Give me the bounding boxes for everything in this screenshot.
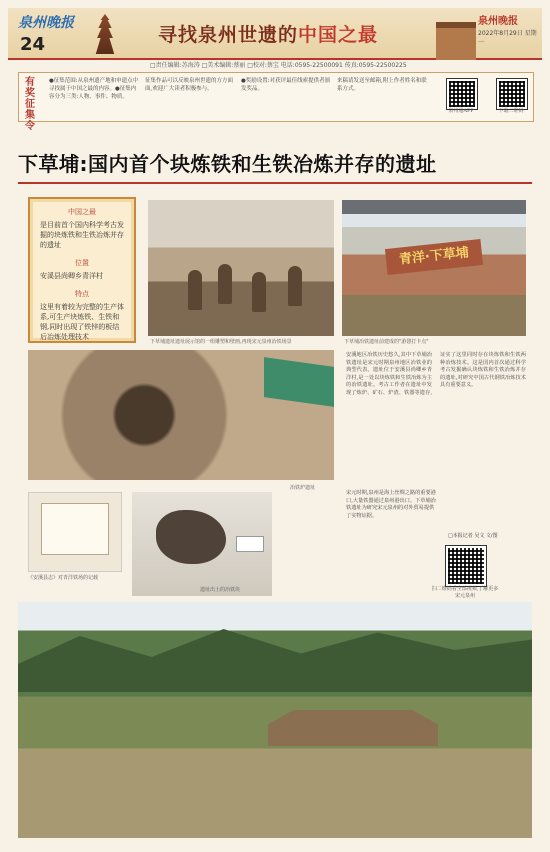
card-heading-2: 位置 bbox=[75, 259, 89, 267]
forest-hill bbox=[18, 622, 532, 692]
info-box bbox=[18, 72, 534, 132]
qr-code-2[interactable] bbox=[497, 79, 527, 109]
qr-code-3[interactable] bbox=[446, 546, 486, 586]
section-title bbox=[158, 20, 378, 47]
photo-3-caption: 冶铁炉遗址 bbox=[290, 485, 316, 491]
article-headline: 下草埔:国内首个块炼铁和生铁冶炼并存的遗址 bbox=[18, 152, 437, 176]
date-line: 2022年8月29日 星期一 bbox=[478, 30, 537, 46]
display-label bbox=[236, 536, 264, 552]
site-shelter bbox=[268, 710, 438, 746]
photo-book bbox=[28, 492, 122, 572]
iron-lump bbox=[156, 510, 226, 564]
qr-caption-2: 下载二维码 bbox=[498, 108, 524, 114]
book-page bbox=[41, 503, 109, 555]
info-col-1: ●征集范围:从泉州遗产地和申遗点中寻找属于中国之最的内容。●征集内容分为三类:人物、事件、物质。 bbox=[49, 78, 139, 100]
pagoda-icon bbox=[94, 14, 116, 54]
photo-sculpture-scene bbox=[148, 200, 334, 336]
sculpture-figure bbox=[288, 266, 302, 306]
photo-furnace bbox=[28, 350, 334, 480]
photo-2-caption: 下草埔冶铁遗址前建成的"游憩打卡点" bbox=[344, 339, 429, 345]
qr-code-1[interactable] bbox=[447, 79, 477, 109]
brand-logo: 泉州晚报 bbox=[18, 15, 74, 31]
tarp bbox=[264, 357, 334, 407]
qr-caption-1: 泉州通APP bbox=[448, 108, 474, 114]
editor-info: □责任编辑:苏海涛 □美术编辑:蔡丽 □校对:蔡宝 电话:0595-22500091 传真:0595-22500225 bbox=[150, 62, 407, 69]
card-text-2: 安溪县尚卿乡青洋村 bbox=[40, 272, 103, 280]
info-col-3: ●奖励设置:对获评最佳线索提供者颁发奖品。 bbox=[241, 78, 331, 92]
qr-caption-3: 扫二维码看全部视频,了解更多宋元泉州 bbox=[431, 586, 499, 599]
article-body-2: 宋元时期,泉州是海上丝绸之路的重要港口,大量铁器通过泉州港出口。下草埔冶铁遗址为研究宋元泉州的对外贸易提供了实物证据。 bbox=[346, 490, 436, 519]
paper-name: 泉州晚报 bbox=[478, 16, 518, 27]
page-number: 24 bbox=[20, 34, 46, 55]
byline: □本报记者 吴文 文/图 bbox=[448, 533, 498, 539]
photo-5-caption: 遗址出土的冶铁块 bbox=[200, 587, 241, 593]
article-body: 安溪地区冶铁历史悠久,其中下草埔冶铁遗址是宋元时期泉州地区冶铁业的典型代表。遗址位于安溪县尚卿乡青洋村,是一处以块炼铁和生铁冶炼为主的冶铁遗址。考古工作者在遗址中发现了炼炉、矿石、炉渣、铁器等遗存,证实了这里同时存在块炼铁和生铁两种冶炼技术。这是国内首次通过科学考古发掘确认块炼铁和生铁冶炼并存的遗址,对研究中国古代钢铁冶炼技术具有重要意义。 bbox=[346, 352, 526, 396]
sign-roof bbox=[342, 200, 526, 214]
photo-1-caption: 下草埔遗址遗址展示馆的一组雕塑和壁画,再现宋元泉州冶铁场景 bbox=[150, 339, 292, 345]
photo-4-caption: 《安溪县志》对青洋铁场的记载 bbox=[28, 575, 99, 581]
site-sign: 青洋·下草埔 bbox=[385, 239, 483, 275]
photo-panorama bbox=[18, 602, 532, 838]
photo-iron-lump bbox=[132, 492, 272, 596]
card-text-1: 是目前首个国内科学考古发掘的块炼铁和生铁冶炼并存的遗址 bbox=[40, 221, 124, 249]
info-label: 有奖征集令 bbox=[25, 77, 35, 132]
photo-sign bbox=[342, 200, 526, 336]
card-heading-3: 特点 bbox=[75, 290, 89, 298]
sculpture-figure bbox=[188, 270, 202, 310]
card-heading-1: 中国之最 bbox=[68, 208, 96, 216]
sculpture-figure bbox=[218, 264, 232, 304]
card-text-3: 这里有着较为完整的生产体系,可生产块炼铁、生铁和钢,同时出现了铁锌的板结后冶炼处理技术 bbox=[40, 303, 124, 341]
title-prefix: 寻找泉州世遗的 bbox=[158, 24, 299, 46]
fact-card bbox=[28, 197, 136, 343]
info-col-2: 征集作品可以反映泉州世遗的方方面面,欢迎广大读者积极参与。 bbox=[145, 78, 234, 92]
page-header bbox=[8, 8, 542, 60]
sculpture-figure bbox=[252, 272, 266, 312]
gate-icon bbox=[436, 22, 476, 60]
info-col-4: 来稿请发送至邮箱,附上作者姓名和联系方式。 bbox=[337, 78, 427, 92]
title-emphasis: 中国之最 bbox=[298, 24, 379, 46]
headline-divider bbox=[18, 182, 532, 184]
